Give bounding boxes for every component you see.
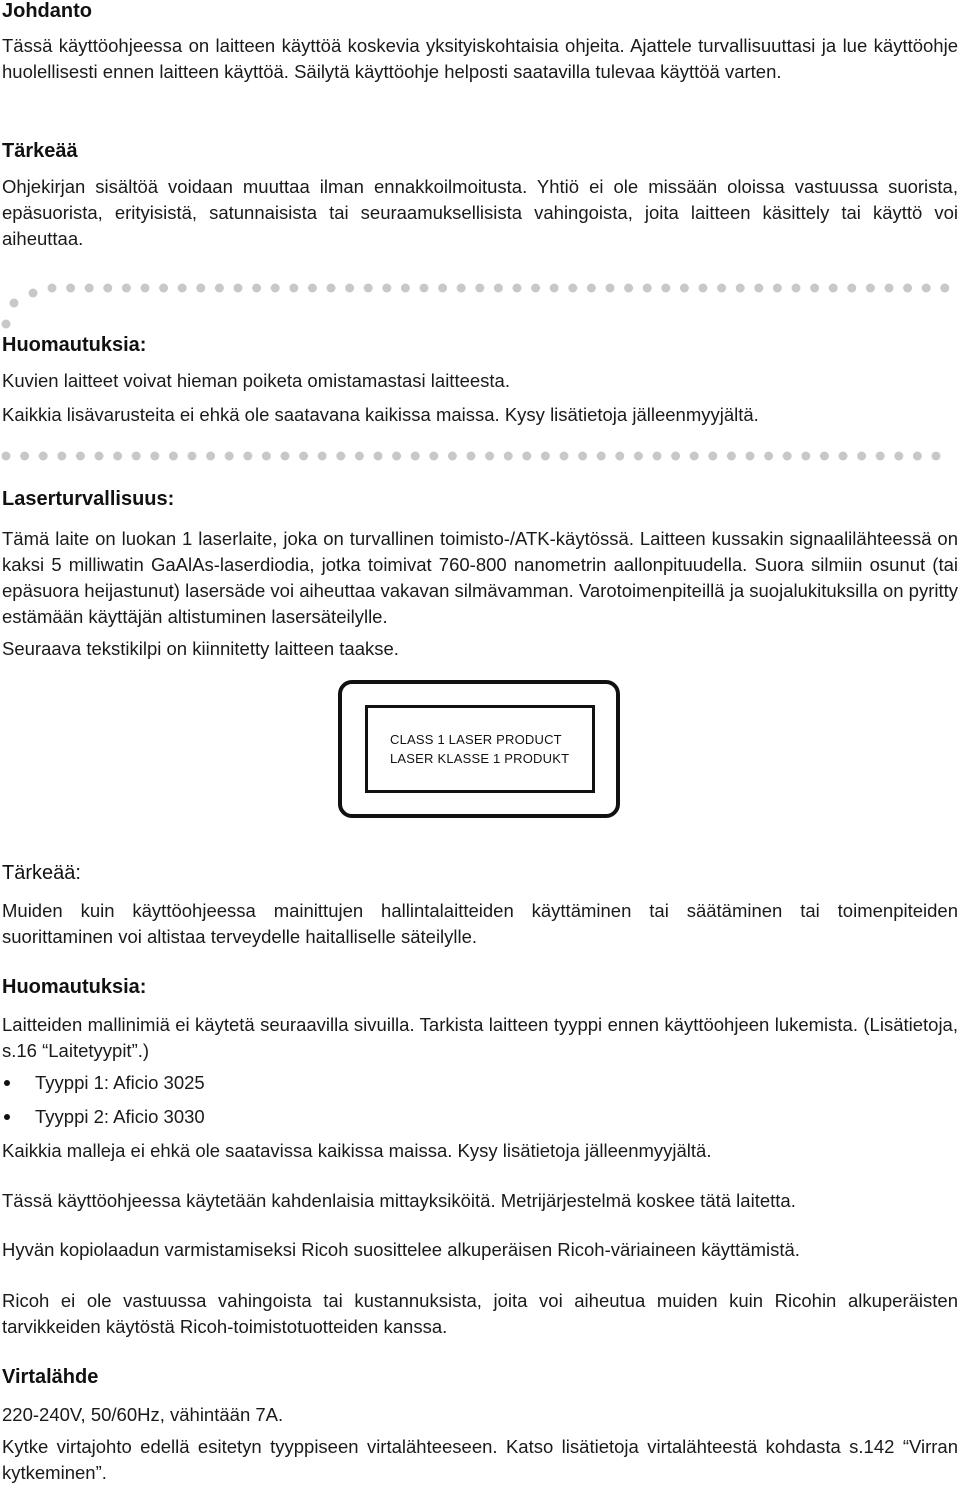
units-text: Tässä käyttöohjeessa käytetään kahdenlaisia mittayksiköitä. Metrijärjestelmä koskee tätä laitetta. bbox=[2, 1190, 796, 1211]
separator-dot bbox=[736, 284, 745, 293]
separator-dot bbox=[234, 284, 243, 293]
separator-dot bbox=[327, 284, 336, 293]
separator-dot bbox=[568, 284, 577, 293]
separator-dot bbox=[57, 452, 66, 461]
separator-dot bbox=[513, 284, 522, 293]
separator-dot bbox=[746, 452, 755, 461]
separator-dot bbox=[150, 452, 159, 461]
separator-dot bbox=[922, 284, 931, 293]
laser-label bbox=[365, 705, 595, 793]
separator-dot bbox=[374, 452, 383, 461]
separator-dot bbox=[20, 452, 29, 461]
separator-dot bbox=[560, 452, 569, 461]
separator-dot bbox=[299, 452, 308, 461]
separator-dot bbox=[661, 284, 670, 293]
separator-dot bbox=[196, 284, 205, 293]
separator-dot bbox=[606, 284, 615, 293]
separator-dot bbox=[382, 284, 391, 293]
important-2-text: Muiden kuin käyttöohjeessa mainittujen hallintalaitteiden käyttäminen tai säätäminen tai toimenpiteiden suorittaminen voi altistaa terveydelle haitalliselle säteilylle. bbox=[2, 900, 958, 947]
separator-dot bbox=[894, 452, 903, 461]
laser-text: Tämä laite on luokan 1 laserlaite, joka on turvallinen toimisto-/ATK-käytössä. Laitteen kussakin signaalilähteessä on kaksi 5 milliwatin GaAlAs-laserdiodia, jotka toimivat 760-800 nanometrin aallonpituudella. Suora silmiin osunut (tai epäsuora heijastunut) lasersäde voi aiheuttaa vakavan silmävamman. Varotoimenpiteillä ja suojalukituksilla on pyritty estämään käyttäjän altistuminen lasersäteilylle. bbox=[2, 528, 958, 627]
quality-text: Hyvän kopiolaadun varmistamiseksi Ricoh suosittelee alkuperäisen Ricoh-väriaineen käyttämistä. bbox=[2, 1239, 800, 1260]
separator-dot bbox=[531, 284, 540, 293]
separator-dot bbox=[587, 284, 596, 293]
intro-heading: Johdanto bbox=[2, 0, 92, 22]
laser-heading: Laserturvallisuus: bbox=[2, 488, 175, 510]
separator-dot bbox=[243, 452, 252, 461]
separator-dot bbox=[188, 452, 197, 461]
separator-dot bbox=[271, 284, 280, 293]
separator-dot bbox=[857, 452, 866, 461]
important-2-heading: Tärkeää: bbox=[2, 862, 81, 884]
separator-dot bbox=[885, 284, 894, 293]
separator-dot bbox=[615, 452, 624, 461]
separator-dot bbox=[132, 452, 141, 461]
separator-dot bbox=[494, 284, 503, 293]
notes-line-2: Kaikkia lisävarusteita ei ehkä ole saatavana kaikissa maissa. Kysy lisätietoja jälleenmyyjältä. bbox=[2, 404, 759, 425]
separator-dot bbox=[485, 452, 494, 461]
separator-dot bbox=[764, 452, 773, 461]
separator-dot bbox=[634, 452, 643, 461]
important-text: Ohjekirjan sisältöä voidaan muuttaa ilman ennakkoilmoitusta. Yhtiö ei ole missään oloissa vastuussa suorista, epäsuorista, erityisistä, satunnaisista tai seuraamuksellisista vahingoista, joita laitteen käsittely tai käyttö voi aiheuttaa. bbox=[2, 176, 958, 249]
laser-label-intro: Seuraava tekstikilpi on kiinnitetty laitteen taakse. bbox=[2, 638, 399, 659]
separator-dot bbox=[940, 284, 949, 293]
separator-dot bbox=[801, 452, 810, 461]
separator-dot bbox=[457, 284, 466, 293]
separator-dot bbox=[839, 452, 848, 461]
notes-heading: Huomautuksia: bbox=[2, 334, 147, 356]
separator-dot bbox=[475, 284, 484, 293]
separator-dot bbox=[2, 452, 11, 461]
separator-dot bbox=[699, 284, 708, 293]
separator-dot bbox=[252, 284, 261, 293]
separator-dot bbox=[169, 452, 178, 461]
notes-line-1: Kuvien laitteet voivat hieman poiketa omistamastasi laitteesta. bbox=[2, 370, 510, 391]
separator-dot bbox=[159, 284, 168, 293]
separator-dot bbox=[754, 284, 763, 293]
separator-dot bbox=[578, 452, 587, 461]
separator-dot bbox=[39, 452, 48, 461]
separator-dot bbox=[876, 452, 885, 461]
list-item: Tyyppi 2: Aficio 3030 bbox=[2, 1100, 958, 1134]
separator-dot bbox=[401, 284, 410, 293]
separator-dot bbox=[178, 284, 187, 293]
separator-dot bbox=[792, 284, 801, 293]
intro-text: Tässä käyttöohjeessa on laitteen käyttöä koskevia yksityiskohtaisia ohjeita. Ajattele turvallisuuttasi ja lue käyttöohje huolellisesti ennen laitteen käyttöä. Säilytä käyttöohje helposti saatavilla tulevaa käyttöä varten. bbox=[2, 35, 958, 82]
separator-dot bbox=[336, 452, 345, 461]
important-heading: Tärkeää bbox=[2, 140, 78, 162]
dotted-separator-top bbox=[0, 282, 960, 332]
separator-dot bbox=[345, 284, 354, 293]
separator-dot bbox=[392, 452, 401, 461]
separator-dot bbox=[671, 452, 680, 461]
separator-dot bbox=[85, 284, 94, 293]
separator-dot bbox=[10, 299, 19, 308]
separator-dot bbox=[504, 452, 513, 461]
separator-dot bbox=[550, 284, 559, 293]
separator-dot bbox=[355, 452, 364, 461]
power-heading: Virtalähde bbox=[2, 1366, 99, 1388]
separator-dot bbox=[113, 452, 122, 461]
separator-dot bbox=[653, 452, 662, 461]
model-list bbox=[2, 1066, 958, 1134]
separator-dot bbox=[783, 452, 792, 461]
separator-dot bbox=[411, 452, 420, 461]
separator-dot bbox=[206, 452, 215, 461]
liability-text: Ricoh ei ole vastuussa vahingoista tai kustannuksista, joita voi aiheutua muiden kuin Ricohin alkuperäisten tarvikkeiden käytöstä Ricoh-toimistotuotteiden kanssa. bbox=[2, 1290, 958, 1337]
separator-dot bbox=[141, 284, 150, 293]
separator-dot bbox=[690, 452, 699, 461]
separator-dot bbox=[717, 284, 726, 293]
separator-dot bbox=[727, 452, 736, 461]
separator-dot bbox=[866, 284, 875, 293]
power-spec: 220-240V, 50/60Hz, vähintään 7A. bbox=[2, 1404, 284, 1425]
separator-dot bbox=[522, 452, 531, 461]
separator-dot bbox=[847, 284, 856, 293]
separator-dot bbox=[448, 452, 457, 461]
separator-dot bbox=[420, 284, 429, 293]
separator-dot bbox=[364, 284, 373, 293]
availability-text: Kaikkia malleja ei ehkä ole saatavissa kaikissa maissa. Kysy lisätietoja jälleenmyyjältä. bbox=[2, 1140, 712, 1161]
separator-dot bbox=[225, 452, 234, 461]
separator-dot bbox=[2, 320, 11, 329]
separator-dot bbox=[810, 284, 819, 293]
notes-2-heading: Huomautuksia: bbox=[2, 976, 147, 998]
notes-2-text: Laitteiden mallinimiä ei käytetä seuraavilla sivuilla. Tarkista laitteen tyyppi ennen käyttöohjeen lukemista. (Lisätietoja, s.16 “Laitetyypit”.) bbox=[2, 1014, 958, 1061]
separator-dot bbox=[103, 284, 112, 293]
separator-dot bbox=[48, 284, 57, 293]
separator-dot bbox=[467, 452, 476, 461]
separator-dot bbox=[541, 452, 550, 461]
separator-dot bbox=[438, 284, 447, 293]
separator-dot bbox=[95, 452, 104, 461]
separator-dot bbox=[903, 284, 912, 293]
separator-dot bbox=[597, 452, 606, 461]
separator-dot bbox=[122, 284, 131, 293]
separator-dot bbox=[308, 284, 317, 293]
separator-dot bbox=[913, 452, 922, 461]
dotted-separator-bottom bbox=[0, 450, 960, 462]
separator-dot bbox=[76, 452, 85, 461]
separator-dot bbox=[262, 452, 271, 461]
list-item: Tyyppi 1: Aficio 3025 bbox=[2, 1066, 958, 1100]
separator-dot bbox=[643, 284, 652, 293]
laser-label-line-2: LASER KLASSE 1 PRODUKT bbox=[390, 751, 570, 766]
separator-dot bbox=[773, 284, 782, 293]
separator-dot bbox=[318, 452, 327, 461]
separator-dot bbox=[66, 284, 75, 293]
laser-label-line-1: CLASS 1 LASER PRODUCT bbox=[390, 732, 562, 747]
separator-dot bbox=[281, 452, 290, 461]
separator-dot bbox=[680, 284, 689, 293]
power-text: Kytke virtajohto edellä esitetyn tyyppiseen virtalähteeseen. Katso lisätietoja virtalähteestä kohdasta s.142 “Virran kytkeminen”. bbox=[2, 1436, 958, 1483]
separator-dot bbox=[429, 452, 438, 461]
separator-dot bbox=[932, 452, 941, 461]
separator-dot bbox=[829, 284, 838, 293]
separator-dot bbox=[215, 284, 224, 293]
separator-dot bbox=[708, 452, 717, 461]
separator-dot bbox=[624, 284, 633, 293]
separator-dot bbox=[289, 284, 298, 293]
separator-dot bbox=[820, 452, 829, 461]
separator-dot bbox=[29, 289, 38, 298]
